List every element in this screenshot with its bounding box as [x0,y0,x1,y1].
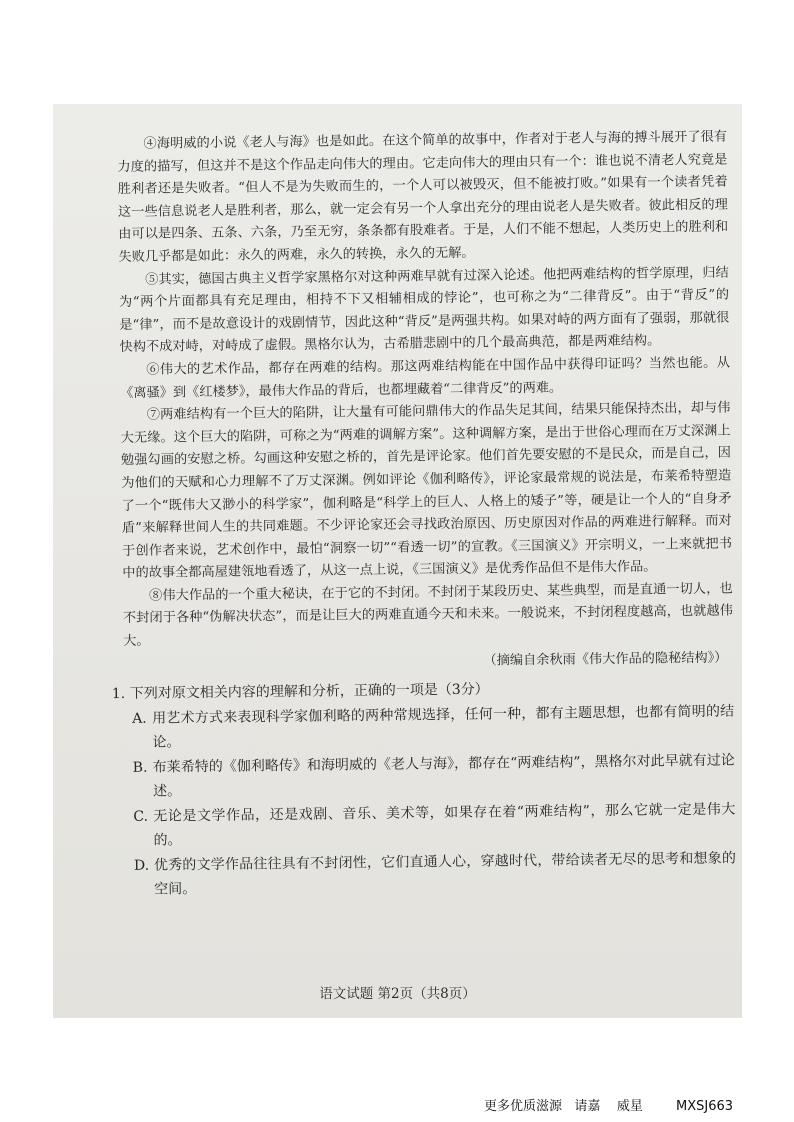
paragraph-7: ⑦两难结构有一个巨大的陷阱，让大量有可能问鼎伟大的作品失足其间，结果只能保持杰出，却与伟大无缘。这个巨大的陷阱，可称之为“两难的调解方案”。这种调解方案，是出于世俗心理而在万丈深渊上勉强勾画的安慰之桥。勾画这种安慰之桥的，首先是评论家。他们首先要安慰的不是民众，而是自己，因为他们的天赋和心力理解不了万丈深渊。例如评论《伽利略传》，评论家最常规的说法是，布莱希特塑造了一个“既伟大又渺小的科学家”，伽利略是“科学上的巨人、人格上的矮子”等，硬是让一个人的“自身矛盾”来解释世间人生的共同难题。不少评论家还会寻找政治原因、历史原因对作品的两难进行解释。而对于创作者来说，艺术创作中，最怕“洞察一切”“看透一切”的宣教。《三国演义》开宗明义，一上来就把书中的故事全都高屋建瓴地看透了，从这一点上说，《三国演义》是优秀作品但不是伟大作品。 [120,400,733,582]
option-text: 优秀的文学作品往往具有不封闭性，它们直通人心，穿越时代，带给读者无尽的思考和想象的空间。 [153,850,736,898]
exam-sheet [111,127,736,903]
option-letter: A. [132,710,147,727]
question-1 [111,675,737,903]
option-letter: B. [132,759,148,776]
paragraph-8: ⑧伟大作品的一个重大秘诀，在于它的不封闭。不封闭于某段历史、某些典型，而是直通一切人，也不封闭于各种“伪解决状态”，而是让巨大的两难直通今天和未来。一般说来，不封闭程度越高，也就越伟大。 [122,581,733,650]
option-text: 布莱希特的《伽利略传》和海明威的《老人与海》，都存在“两难结构”，黑格尔对此早就有过论述。 [152,752,735,800]
article-source: （摘编自余秋雨《伟大作品的隐秘结构》） [483,650,728,669]
option-d [134,846,737,902]
paragraph-6: ⑥伟大的艺术作品，都存在两难的结构。那这两难结构能在中国作品中获得印证吗？当然也能。从《离骚》到《红楼梦》，最伟大作品的背后，也都埋藏着“二律背反”的两难。 [120,355,730,401]
bottom-note: 更多优质滋源 请嘉 威星 MXSJ663 [484,1099,734,1114]
paragraph-5: ⑤其实，德国古典主义哲学家黑格尔对这种两难早就有过深入论述。他把两难结构的哲学原理，归结为“两个片面都具有充足理由，相持不下又相辅相成的悖论”，也可称之为“二律背反”。由于“背反”的是“律”，而不是故意设计的戏剧情节，因此这种“背反”是两强共构。如果对峙的两方面有了强弱，那就很快构不成对峙，对峙成了虚假。黑格尔认为，古希腊悲剧中的几个最高典范，都是两难结构。 [118,265,730,356]
option-text: 用艺术方式来表现科学家伽利略的两种常规选择，任何一种，都有主题思想，也都有简明的结论。 [152,703,735,751]
option-letter: D. [133,857,150,874]
exam-page-photo [53,104,742,1018]
question-stem-text: 下列对原文相关内容的理解和分析，正确的一项是（3分） [129,681,489,703]
page-footer: 语文试题 第2页（共8页） [319,986,476,1002]
paragraph-4: ④海明威的小说《老人与海》也是如此。在这个简单的故事中，作者对于老人与海的搏斗展开了很有力度的描写，但这并不是这个作品走向伟大的理由。它走向伟大的理由只有一个：谁也说不清老人究竟是胜利者还是失败者。“但人不是为失败而生的，一个人可以被毁灭，但不能被打败。”如果有一个读者凭着这一些信息说老人是胜利者，那么，就一定会有另一个人拿出充分的理由说老人是失败者。彼此相反的理由可以是四条、五条、六条，乃至无穷，条条都有股难者。于是，人们不能不想起，人类历史上的胜利和失败几乎都是如此：永久的两难，永久的转换，永久的无解。 [117,129,729,265]
option-text: 无论是文学作品，还是戏剧、音乐、美术等，如果存在着“两难结构”，那么它就一定是伟大的。 [153,801,736,849]
question-number: 1. [111,686,126,703]
option-a [132,699,735,755]
option-b [133,748,736,804]
option-c [133,797,736,853]
option-letter: C. [133,808,149,825]
